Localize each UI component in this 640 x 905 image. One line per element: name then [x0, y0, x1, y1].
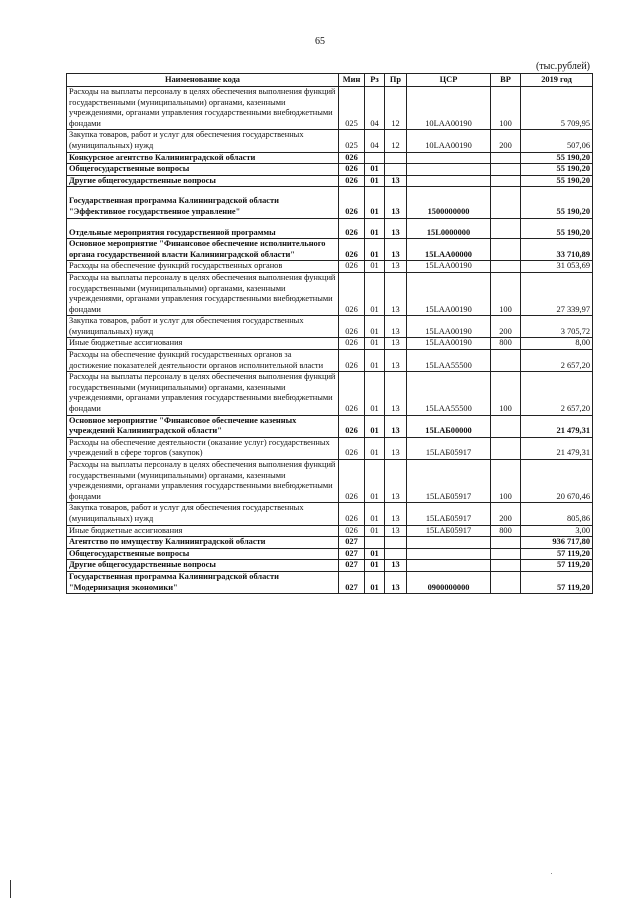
- cell-min: 026: [339, 350, 365, 372]
- cell-rz: [365, 537, 385, 549]
- cell-csr: 15LAБ05917: [407, 437, 491, 459]
- cell-rz: 01: [365, 338, 385, 350]
- cell-sum: 8,00: [521, 338, 593, 350]
- cell-csr: 15LAA00190: [407, 272, 491, 315]
- cell-pr: 13: [385, 338, 407, 350]
- cell-rz: 01: [365, 460, 385, 503]
- cell-vr: [491, 175, 521, 187]
- cell-sum: 2 657,20: [521, 372, 593, 415]
- cell-csr: 1500000000: [407, 187, 491, 218]
- cell-min: 026: [339, 316, 365, 338]
- cell-csr: 15LAБ00000: [407, 415, 491, 437]
- cell-csr: [407, 537, 491, 549]
- table-row: [67, 261, 593, 273]
- cell-name: Основное мероприятие "Финансовое обеспечение исполнительного органа государственной власти Калининградской области": [67, 239, 339, 261]
- cell-vr: 200: [491, 316, 521, 338]
- cell-min: 025: [339, 87, 365, 130]
- cell-pr: 13: [385, 560, 407, 572]
- cell-vr: [491, 571, 521, 593]
- header-year: 2019 год: [521, 74, 593, 87]
- cell-name: Иные бюджетные ассигнования: [67, 338, 339, 350]
- header-csr: ЦСР: [407, 74, 491, 87]
- table-row: [67, 338, 593, 350]
- cell-min: 026: [339, 415, 365, 437]
- table-row: [67, 316, 593, 338]
- cell-min: 027: [339, 537, 365, 549]
- cell-csr: 15L0000000: [407, 218, 491, 239]
- cell-pr: 12: [385, 130, 407, 152]
- scan-edge-mark: [10, 880, 11, 898]
- cell-rz: 01: [365, 239, 385, 261]
- cell-name: Общегосударственные вопросы: [67, 164, 339, 176]
- cell-pr: 13: [385, 350, 407, 372]
- cell-csr: 15LAБ05917: [407, 525, 491, 537]
- cell-name: Агентство по имуществу Калининградской области: [67, 537, 339, 549]
- cell-name: Конкурсное агентство Калининградской области: [67, 152, 339, 164]
- cell-sum: 936 717,80: [521, 537, 593, 549]
- cell-csr: [407, 175, 491, 187]
- cell-min: 025: [339, 130, 365, 152]
- cell-name: Государственная программа Калининградской области "Модернизация экономики": [67, 571, 339, 593]
- cell-min: 026: [339, 460, 365, 503]
- cell-sum: 3 705,72: [521, 316, 593, 338]
- cell-vr: [491, 218, 521, 239]
- cell-csr: 15LAA00190: [407, 316, 491, 338]
- cell-sum: 57 119,20: [521, 560, 593, 572]
- table-row: [67, 460, 593, 503]
- cell-rz: 01: [365, 548, 385, 560]
- cell-min: 026: [339, 175, 365, 187]
- cell-min: 026: [339, 239, 365, 261]
- cell-csr: 10LAA00190: [407, 130, 491, 152]
- cell-rz: 01: [365, 164, 385, 176]
- cell-vr: 800: [491, 338, 521, 350]
- cell-min: 026: [339, 503, 365, 525]
- cell-rz: 01: [365, 503, 385, 525]
- cell-csr: [407, 152, 491, 164]
- table-row: [67, 175, 593, 187]
- cell-sum: 55 190,20: [521, 218, 593, 239]
- cell-sum: 805,86: [521, 503, 593, 525]
- cell-vr: 200: [491, 503, 521, 525]
- cell-min: 026: [339, 218, 365, 239]
- page-number: 65: [315, 36, 325, 47]
- cell-sum: 3,00: [521, 525, 593, 537]
- cell-min: 027: [339, 571, 365, 593]
- cell-pr: 13: [385, 187, 407, 218]
- cell-min: 026: [339, 338, 365, 350]
- header-pr: Пр: [385, 74, 407, 87]
- scan-speck: [551, 873, 552, 874]
- cell-pr: 13: [385, 261, 407, 273]
- cell-pr: [385, 164, 407, 176]
- cell-rz: 01: [365, 525, 385, 537]
- cell-sum: 55 190,20: [521, 152, 593, 164]
- cell-name: Расходы на обеспечение функций государственных органов: [67, 261, 339, 273]
- cell-csr: 15LAA55500: [407, 372, 491, 415]
- cell-vr: [491, 239, 521, 261]
- cell-name: Расходы на обеспечение деятельности (оказание услуг) государственных учреждений в сфере торгов (закупок): [67, 437, 339, 459]
- cell-vr: 100: [491, 87, 521, 130]
- cell-vr: [491, 437, 521, 459]
- budget-table: [66, 73, 593, 594]
- table-header-row: [67, 74, 593, 87]
- cell-min: 026: [339, 437, 365, 459]
- cell-csr: 15LAA00190: [407, 261, 491, 273]
- cell-rz: 04: [365, 130, 385, 152]
- cell-rz: 01: [365, 372, 385, 415]
- cell-pr: [385, 537, 407, 549]
- table-row: [67, 503, 593, 525]
- cell-rz: 01: [365, 175, 385, 187]
- cell-pr: 13: [385, 503, 407, 525]
- table-row: [67, 218, 593, 239]
- cell-pr: 13: [385, 372, 407, 415]
- cell-rz: 01: [365, 187, 385, 218]
- cell-name: Другие общегосударственные вопросы: [67, 175, 339, 187]
- cell-rz: 01: [365, 415, 385, 437]
- cell-sum: 20 670,46: [521, 460, 593, 503]
- cell-csr: 15LAA55500: [407, 350, 491, 372]
- cell-vr: 100: [491, 372, 521, 415]
- table-row: [67, 537, 593, 549]
- cell-vr: [491, 415, 521, 437]
- cell-sum: 21 479,31: [521, 437, 593, 459]
- cell-pr: 13: [385, 239, 407, 261]
- cell-name: Отдельные мероприятия государственной программы: [67, 218, 339, 239]
- cell-csr: 15LAБ05917: [407, 460, 491, 503]
- cell-csr: 15LAБ05917: [407, 503, 491, 525]
- table-row: [67, 525, 593, 537]
- cell-name: Основное мероприятие "Финансовое обеспечение казенных учреждений Калининградской области": [67, 415, 339, 437]
- table-row: [67, 164, 593, 176]
- cell-pr: 12: [385, 87, 407, 130]
- cell-vr: [491, 152, 521, 164]
- table-row: [67, 372, 593, 415]
- table-row: [67, 187, 593, 218]
- cell-name: Другие общегосударственные вопросы: [67, 560, 339, 572]
- cell-csr: 10LAA00190: [407, 87, 491, 130]
- cell-name: Закупка товаров, работ и услуг для обеспечения государственных (муниципальных) нужд: [67, 503, 339, 525]
- table-row: [67, 130, 593, 152]
- cell-min: 026: [339, 261, 365, 273]
- cell-rz: 01: [365, 350, 385, 372]
- cell-min: 026: [339, 272, 365, 315]
- cell-name: Закупка товаров, работ и услуг для обеспечения государственных (муниципальных) нужд: [67, 316, 339, 338]
- cell-vr: 100: [491, 460, 521, 503]
- cell-rz: [365, 152, 385, 164]
- cell-vr: [491, 187, 521, 218]
- cell-sum: 57 119,20: [521, 548, 593, 560]
- cell-name: Расходы на выплаты персоналу в целях обеспечения выполнения функций государственными (муниципальными) органами, казенными учреждениями, органами управления государственными внебюджетными фондами: [67, 460, 339, 503]
- cell-csr: [407, 548, 491, 560]
- cell-csr: 15LAA00190: [407, 338, 491, 350]
- cell-name: Расходы на выплаты персоналу в целях обеспечения выполнения функций государственными (муниципальными) органами, казенными учреждениями, органами управления государственными внебюджетными фондами: [67, 372, 339, 415]
- cell-vr: [491, 164, 521, 176]
- header-name: Наименование кода: [67, 74, 339, 87]
- cell-vr: 100: [491, 272, 521, 315]
- header-min: Мин: [339, 74, 365, 87]
- cell-sum: 21 479,31: [521, 415, 593, 437]
- cell-rz: 01: [365, 571, 385, 593]
- cell-rz: 01: [365, 261, 385, 273]
- cell-rz: 01: [365, 316, 385, 338]
- table-row: [67, 350, 593, 372]
- cell-pr: 13: [385, 525, 407, 537]
- cell-pr: 13: [385, 272, 407, 315]
- cell-min: 027: [339, 560, 365, 572]
- header-rz: Рз: [365, 74, 385, 87]
- cell-rz: 01: [365, 218, 385, 239]
- table-row: [67, 415, 593, 437]
- units-label: (тыс.рублей): [535, 61, 590, 72]
- table-row: [67, 437, 593, 459]
- cell-name: Расходы на обеспечение функций государственных органов за достижение показателей деятельности органов исполнительной власти: [67, 350, 339, 372]
- cell-min: 026: [339, 525, 365, 537]
- cell-vr: [491, 350, 521, 372]
- cell-csr: 15LAA00000: [407, 239, 491, 261]
- cell-pr: 13: [385, 415, 407, 437]
- cell-name: Закупка товаров, работ и услуг для обеспечения государственных (муниципальных) нужд: [67, 130, 339, 152]
- cell-vr: [491, 560, 521, 572]
- cell-pr: [385, 548, 407, 560]
- cell-min: 026: [339, 152, 365, 164]
- cell-min: 026: [339, 372, 365, 415]
- table-row: [67, 152, 593, 164]
- table-row: [67, 239, 593, 261]
- table-row: [67, 87, 593, 130]
- cell-sum: 33 710,89: [521, 239, 593, 261]
- cell-sum: 55 190,20: [521, 175, 593, 187]
- cell-rz: 04: [365, 87, 385, 130]
- cell-pr: 13: [385, 571, 407, 593]
- cell-name: Расходы на выплаты персоналу в целях обеспечения выполнения функций государственными (муниципальными) органами, казенными учреждениями, органами управления государственными внебюджетными фондами: [67, 87, 339, 130]
- cell-pr: 13: [385, 460, 407, 503]
- cell-sum: 27 339,97: [521, 272, 593, 315]
- cell-min: 026: [339, 187, 365, 218]
- table-row: [67, 571, 593, 593]
- cell-sum: 57 119,20: [521, 571, 593, 593]
- cell-vr: 800: [491, 525, 521, 537]
- cell-sum: 2 657,20: [521, 350, 593, 372]
- table-body: [67, 87, 593, 594]
- cell-min: 026: [339, 164, 365, 176]
- cell-sum: 31 053,69: [521, 261, 593, 273]
- cell-name: Государственная программа Калининградской области "Эффективное государственное управление": [67, 187, 339, 218]
- cell-csr: 0900000000: [407, 571, 491, 593]
- cell-sum: 55 190,20: [521, 164, 593, 176]
- cell-rz: 01: [365, 437, 385, 459]
- cell-sum: 507,06: [521, 130, 593, 152]
- cell-csr: [407, 164, 491, 176]
- cell-pr: 13: [385, 175, 407, 187]
- cell-pr: 13: [385, 218, 407, 239]
- cell-sum: 55 190,20: [521, 187, 593, 218]
- cell-vr: [491, 261, 521, 273]
- cell-min: 027: [339, 548, 365, 560]
- table-row: [67, 272, 593, 315]
- table-row: [67, 560, 593, 572]
- cell-vr: 200: [491, 130, 521, 152]
- cell-csr: [407, 560, 491, 572]
- cell-pr: 13: [385, 316, 407, 338]
- cell-vr: [491, 537, 521, 549]
- cell-rz: 01: [365, 560, 385, 572]
- cell-sum: 5 709,95: [521, 87, 593, 130]
- table-row: [67, 548, 593, 560]
- cell-name: Иные бюджетные ассигнования: [67, 525, 339, 537]
- cell-vr: [491, 548, 521, 560]
- cell-name: Расходы на выплаты персоналу в целях обеспечения выполнения функций государственными (муниципальными) органами, казенными учреждениями, органами управления государственными внебюджетными фондами: [67, 272, 339, 315]
- cell-name: Общегосударственные вопросы: [67, 548, 339, 560]
- cell-rz: 01: [365, 272, 385, 315]
- header-vr: ВР: [491, 74, 521, 87]
- cell-pr: [385, 152, 407, 164]
- cell-pr: 13: [385, 437, 407, 459]
